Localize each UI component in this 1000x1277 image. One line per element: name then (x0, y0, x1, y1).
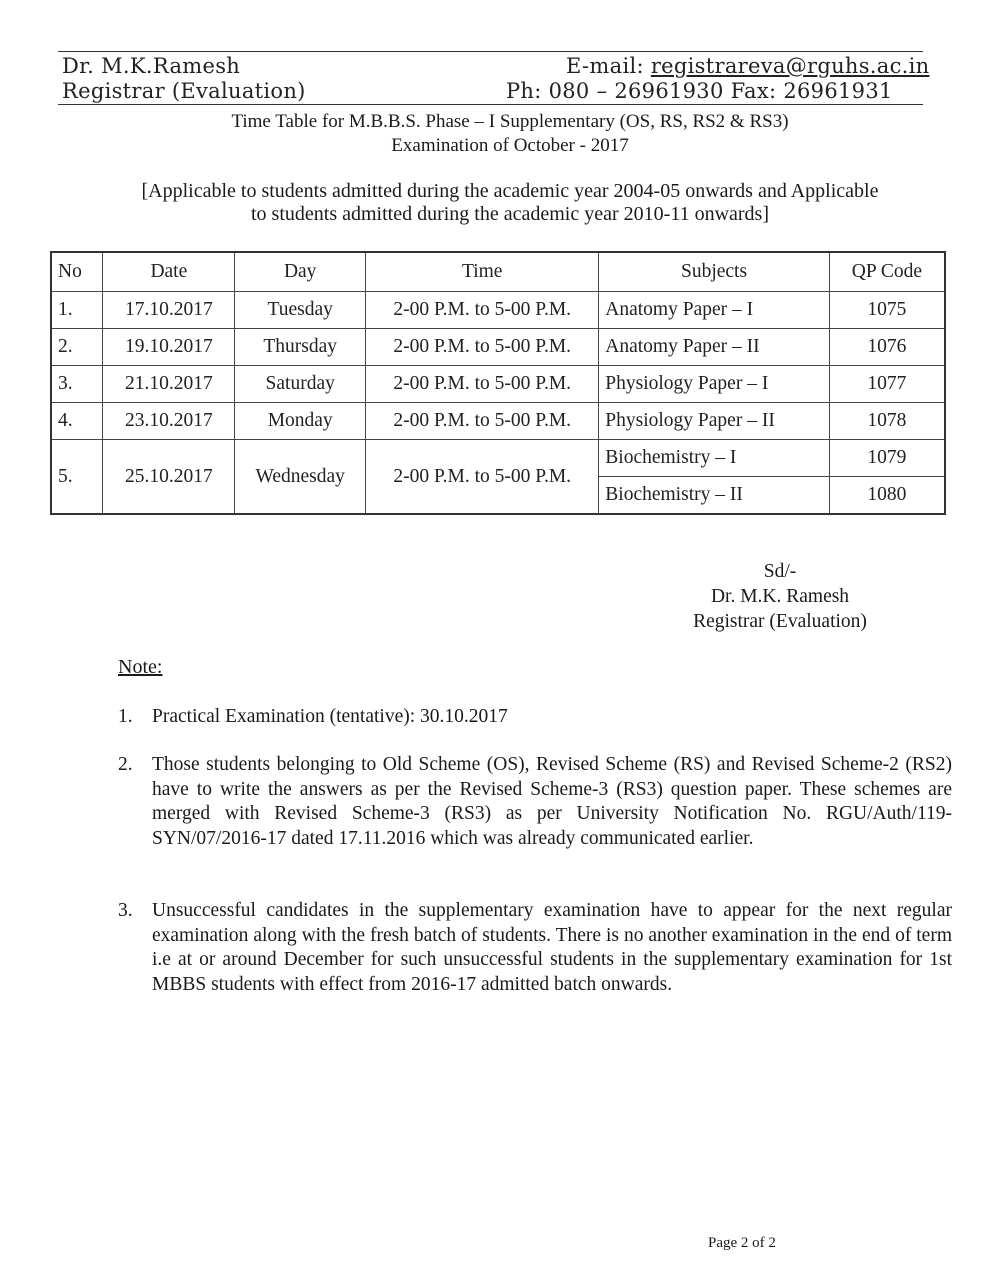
cell-qp-code: 1076 (829, 329, 945, 366)
note-number: 1. (118, 706, 133, 727)
note-text: Practical Examination (tentative): 30.10.2017 (152, 706, 508, 727)
cell-subject: Physiology Paper – II (599, 403, 829, 440)
cell-no: 5. (51, 440, 103, 515)
note-number: 2. (118, 754, 133, 775)
cell-day: Tuesday (235, 292, 366, 329)
cell-subject: Physiology Paper – I (599, 366, 829, 403)
cell-day: Thursday (235, 329, 366, 366)
note-item (118, 753, 952, 851)
cell-qp-code: 1075 (829, 292, 945, 329)
cell-subject: Biochemistry – I (599, 440, 829, 477)
email-label: E-mail: (566, 54, 644, 78)
cell-qp-code: 1080 (829, 477, 945, 515)
cell-day: Monday (235, 403, 366, 440)
note-number: 3. (118, 900, 133, 921)
signature-designation: Registrar (Evaluation) (693, 611, 867, 632)
cell-time: 2-00 P.M. to 5-00 P.M. (366, 329, 599, 366)
header-top-rule (58, 51, 923, 52)
cell-qp-code: 1079 (829, 440, 945, 477)
note-heading: Note: (118, 656, 163, 678)
signature-block (660, 559, 900, 634)
cell-no: 1. (51, 292, 103, 329)
cell-date: 19.10.2017 (103, 329, 235, 366)
column-header-day: Day (235, 252, 366, 292)
page-number: Page 2 of 2 (708, 1235, 776, 1251)
timetable-subtitle: Examination of October - 2017 (391, 135, 629, 156)
registrar-designation: Registrar (Evaluation) (62, 79, 306, 103)
note-item (118, 705, 952, 730)
cell-day: Saturday (235, 366, 366, 403)
email-link[interactable]: registrareva@rguhs.ac.in (650, 54, 930, 78)
exam-timetable (50, 251, 946, 515)
cell-qp-code: 1077 (829, 366, 945, 403)
column-header-time: Time (366, 252, 599, 292)
column-header-no: No (51, 252, 103, 292)
note-text: Unsuccessful candidates in the supplementary examination have to appear for the next regular examination along with the fresh batch of students. There is no another examination in the end of term i.e at or around December for such unsuccessful students in the supplementary examination for 1st MBBS students with effect from 2016-17 admitted batch onwards. (152, 900, 952, 995)
cell-no: 3. (51, 366, 103, 403)
table-header-row (51, 252, 945, 292)
phone-fax-line: Ph: 080 – 26961930 Fax: 26961931 (506, 79, 893, 103)
cell-date: 17.10.2017 (103, 292, 235, 329)
cell-time: 2-00 P.M. to 5-00 P.M. (366, 366, 599, 403)
column-header-qp-code: QP Code (829, 252, 945, 292)
cell-time: 2-00 P.M. to 5-00 P.M. (366, 440, 599, 515)
cell-time: 2-00 P.M. to 5-00 P.M. (366, 292, 599, 329)
column-header-date: Date (103, 252, 235, 292)
note-item (118, 899, 952, 997)
cell-date: 25.10.2017 (103, 440, 235, 515)
table-row (51, 440, 945, 477)
cell-day: Wednesday (235, 440, 366, 515)
table-row (51, 403, 945, 440)
table-row (51, 292, 945, 329)
cell-no: 2. (51, 329, 103, 366)
cell-subject: Biochemistry – II (599, 477, 829, 515)
applicability-line-2: to students admitted during the academic year 2010-11 onwards] (251, 203, 769, 225)
note-text: Those students belonging to Old Scheme (OS), Revised Scheme (RS) and Revised Scheme-2 (RS2) have to write the answers as per the Revised Scheme-3 (RS3) question paper. These schemes are merged with Revised Scheme-3 (RS3) as per University Notification No. RGU/Auth/119-SYN/07/2016-17 dated 17.11.2016 which was already communicated earlier. (152, 754, 952, 849)
signature-sd: Sd/- (763, 561, 797, 582)
cell-time: 2-00 P.M. to 5-00 P.M. (366, 403, 599, 440)
cell-no: 4. (51, 403, 103, 440)
cell-date: 21.10.2017 (103, 366, 235, 403)
table-row (51, 329, 945, 366)
signature-name: Dr. M.K. Ramesh (710, 586, 850, 607)
cell-qp-code: 1078 (829, 403, 945, 440)
header-bottom-rule (58, 104, 923, 105)
registrar-name: Dr. M.K.Ramesh (62, 54, 241, 78)
cell-subject: Anatomy Paper – I (599, 292, 829, 329)
applicability-line-1: [Applicable to students admitted during the academic year 2004-05 onwards and Applicable (141, 180, 879, 202)
column-header-subjects: Subjects (599, 252, 829, 292)
cell-date: 23.10.2017 (103, 403, 235, 440)
email-line (566, 54, 929, 78)
table-row (51, 366, 945, 403)
timetable-title: Time Table for M.B.B.S. Phase – I Supplementary (OS, RS, RS2 & RS3) (231, 111, 789, 132)
cell-subject: Anatomy Paper – II (599, 329, 829, 366)
